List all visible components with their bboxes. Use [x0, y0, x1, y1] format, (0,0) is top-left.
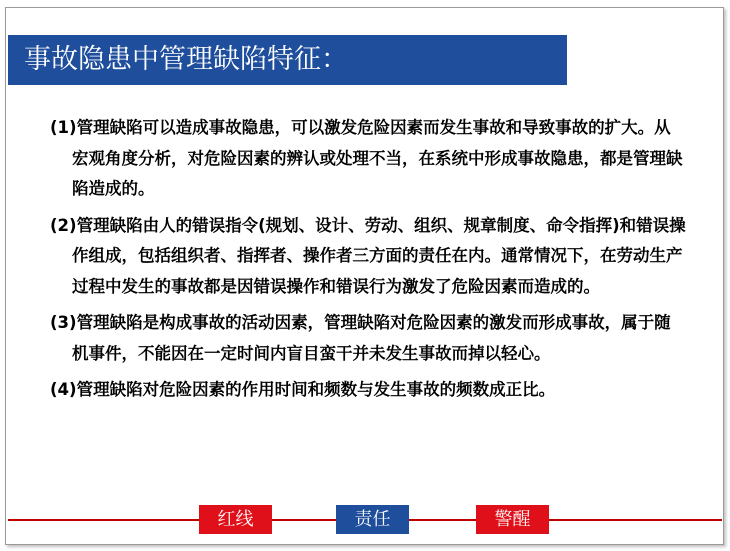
- paragraph-3: (3)管理缺陷是构成事故的活动因素，管理缺陷对危险因素的激发而形成事故，属于随机事件，不能因在一定时间内盲目蛮干并未发生事故而掉以轻心。: [50, 313, 671, 363]
- tag-red-line: 红线: [199, 505, 272, 534]
- title-bar: [8, 35, 567, 85]
- paragraph-1: (1)管理缺陷可以造成事故隐患，可以激发危险因素而发生事故和导致事故的扩大。从宏观角度分析，对危险因素的辨认或处理不当，在系统中形成事故隐患，都是管理缺陷造成的。: [50, 118, 683, 198]
- paragraph-2: (2)管理缺陷由人的错误指令(规划、设计、劳动、组织、规章制度、命令指挥)和错误操作组成，包括组织者、指挥者、操作者三方面的责任在内。通常情况下，在劳动生产过程中发生的事故都是因错误操作和错误行为激发了危险因素而造成的。: [50, 215, 686, 296]
- tag-responsibility: 责任: [336, 505, 409, 534]
- tag-alert: 警醒: [476, 505, 549, 534]
- slide-title: 事故隐患中管理缺陷特征：: [24, 44, 348, 75]
- paragraph-4: (4)管理缺陷对危险因素的作用时间和频数与发生事故的频数成正比。: [50, 380, 556, 399]
- content-body: [50, 113, 686, 412]
